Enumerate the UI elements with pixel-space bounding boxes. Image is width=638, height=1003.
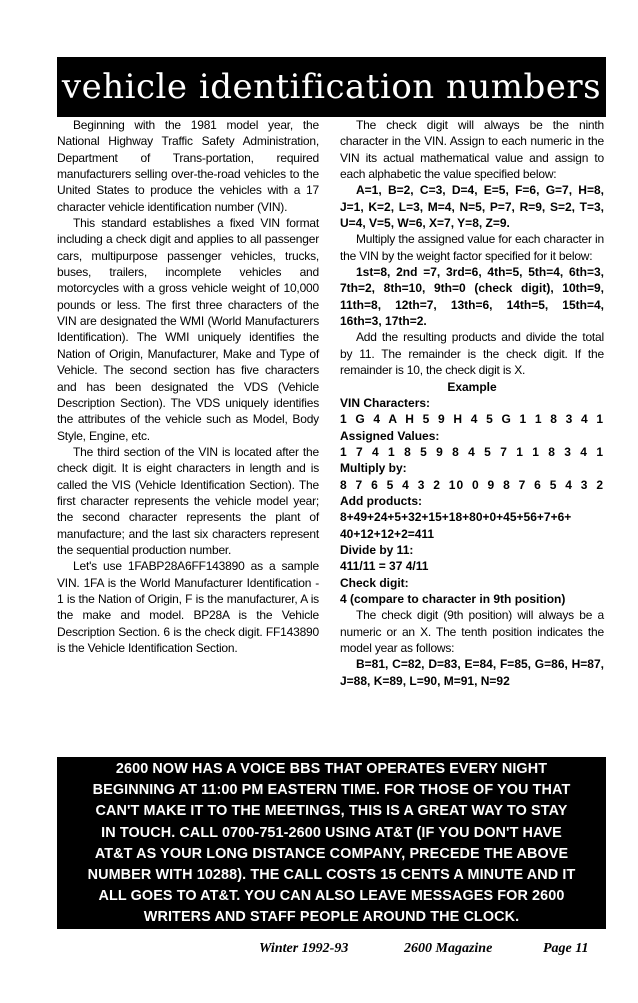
paragraph-intro: Beginning with the 1981 model year, the National Highway Traffic Safety Administration, Department of Trans-portation, required manufacturers selling over-the-road vehicles to the United States to produce the vehicles with a 17 character vehicle identification number (VIN). — [57, 118, 319, 214]
magazine-name: 2600 Magazine — [404, 941, 493, 956]
notice-line: AT&T AS YOUR LONG DISTANCE COMPANY, PRECEDE THE ABOVE — [94, 845, 569, 862]
voice-bbs-notice — [57, 757, 606, 929]
notice-line: WRITERS AND STAFF PEOPLE AROUND THE CLOCK. — [143, 909, 520, 926]
divide-value: 411/11 = 37 4/11 — [340, 559, 429, 574]
paragraph-multiply: Multiply the assigned value for each character in the VIN by the weight factor specified for it below: — [340, 232, 604, 263]
add-products-line-1: 8+49+24+5+32+15+18+80+0+45+56+7+6+ — [340, 510, 572, 525]
assigned-values-label: Assigned Values: — [340, 428, 440, 443]
paragraph-standard: This standard establishes a fixed VIN format including a check digit and applies to all passenger cars, multipurpose passenger vehicles, trucks, buses, trailers, incomplete vehicles and motorcycles with a gross vehicle weight of 10,000 pounds or less. The first three characters of the VIN are designated the WMI (World Manufacturers Identification). The WMI uniquely identifies the Nation of Origin, Manufacturer, Make and Type of Vehicle. The second section has five characters and has been designated the VDS (Vehicle Description Section). The VDS uniquely identifies the attributes of the vehicle such as Model, Body Style, Engine, etc. — [57, 216, 319, 443]
right-column — [340, 117, 604, 689]
paragraph-sample-vin: Let's use 1FABP28A6FF143890 as a sample VIN. 1FA is the World Manufacturer Identification - 1 is the Nation of Origin, F is the manufacturer, A is the make and model. BP28A is the Vehicle Description Section. 6 is the check digit. FF143890 is the Vehicle Identification Section. — [57, 559, 319, 655]
letter-value-table: A=1, B=2, C=3, D=4, E=5, F=6, G=7, H=8, J=1, K=2, L=3, M=4, N=5, P=7, R=9, S=2, T=3, U=4, V=5, W=6, X=7, Y=8, Z=9. — [340, 183, 604, 231]
assigned-values: 1 7 4 1 8 5 9 8 4 5 7 1 1 8 3 4 1 — [340, 444, 604, 459]
weight-factor-list: 1st=8, 2nd =7, 3rd=6, 4th=5, 5th=4, 6th=3, 7th=2, 8th=10, 9th=0 (check digit), 10th=9, 11th=8, 12th=7, 13th=6, 14th=5, 15th=4, 16th=3, 17th=2. — [340, 265, 604, 329]
vin-characters-label: VIN Characters: — [340, 395, 431, 410]
add-products-label: Add products: — [340, 493, 422, 508]
check-digit-label: Check digit: — [340, 575, 409, 590]
notice-line: NUMBER WITH 10288). THE CALL COSTS 15 CENTS A MINUTE AND IT — [87, 867, 576, 884]
notice-line: IN TOUCH. CALL 0700-751-2600 USING AT&T (IF YOU DON'T HAVE — [101, 824, 562, 841]
notice-line: ALL GOES TO AT&T. YOU CAN ALSO LEAVE MESSAGES FOR 2600 — [98, 888, 565, 905]
notice-line: BEGINNING AT 11:00 PM EASTERN TIME. FOR THOSE OF YOU THAT — [92, 782, 571, 799]
article-title: vehicle identification numbers — [57, 57, 606, 117]
paragraph-model-year: The check digit (9th position) will always be a numeric or an X. The tenth position indicates the model year as follows: — [340, 608, 604, 655]
vin-characters: 1 G 4 A H 5 9 H 4 5 G 1 1 8 3 4 1 — [340, 412, 604, 427]
model-year-codes: B=81, C=82, D=83, E=84, F=85, G=86, H=87, J=88, K=89, L=90, M=91, N=92 — [340, 657, 604, 688]
left-column — [57, 117, 319, 656]
paragraph-check-digit: The check digit will always be the ninth character in the VIN. Assign to each numeric in the VIN its actual mathematical value and assign to each alphabetic the value specified below: — [340, 118, 604, 182]
issue-date: Winter 1992-93 — [259, 941, 349, 956]
add-products-line-2: 40+12+12+2=411 — [340, 526, 435, 541]
check-digit-value: 4 (compare to character in 9th position) — [340, 591, 566, 606]
example-heading: Example — [447, 379, 497, 394]
notice-line: 2600 NOW HAS A VOICE BBS THAT OPERATES EVERY NIGHT — [115, 761, 548, 777]
paragraph-add: Add the resulting products and divide the total by 11. The remainder is the check digit. If the remainder is 10, the check digit is X. — [340, 330, 604, 378]
page-number: Page 11 — [543, 941, 589, 956]
paragraph-third-section: The third section of the VIN is located after the check digit. It is eight characters in length and is called the VIS (Vehicle Identification Section). The first character represents the vehicle model year; the second character represents the plant of manufacture; and the last six characters represent the sequential production number. — [57, 444, 319, 557]
multiply-by-label: Multiply by: — [340, 461, 407, 476]
divide-label: Divide by 11: — [340, 542, 414, 557]
notice-line: CAN'T MAKE IT TO THE MEETINGS, THIS IS A GREAT WAY TO STAY — [95, 803, 568, 820]
multiply-by-values: 8 7 6 5 4 3 2 10 0 9 8 7 6 5 4 3 2 — [340, 477, 604, 492]
page-footer — [57, 941, 606, 961]
